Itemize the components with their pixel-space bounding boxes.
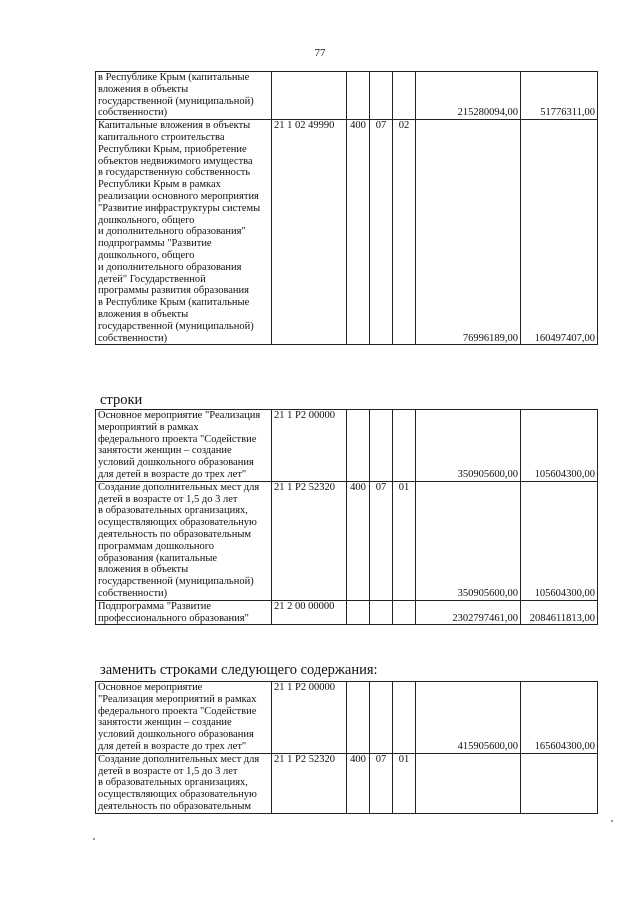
row-vr: [347, 682, 370, 754]
row-sum-2: 105604300,00: [521, 410, 598, 482]
caption-replace-rows: заменить строками следующего содержания:: [100, 662, 378, 678]
row-pr: [393, 410, 416, 482]
budget-table-new-rows: [95, 681, 598, 814]
row-sum-1: [416, 753, 521, 813]
row-pr: [393, 600, 416, 625]
row-vr: [347, 410, 370, 482]
row-vr: [347, 600, 370, 625]
scan-speck: [611, 820, 613, 822]
row-sum-2: 51776311,00: [521, 72, 598, 120]
row-sum-2: 160497407,00: [521, 120, 598, 345]
row-vr: 400: [347, 481, 370, 600]
row-code: [272, 72, 347, 120]
table-row: [96, 600, 598, 625]
page-number: 77: [314, 47, 326, 59]
row-code: 21 1 P2 52320: [272, 753, 347, 813]
table-row: [96, 120, 598, 345]
row-name: Основное мероприятие "Реализация мероприятий в рамках федерального проекта "Содействие занятости женщин – создание условий дошкольного образования для детей в возрасте до трех лет": [96, 410, 272, 482]
row-sum-1: 350905600,00: [416, 481, 521, 600]
row-code: 21 2 00 00000: [272, 600, 347, 625]
row-rz: [370, 72, 393, 120]
row-rz: 07: [370, 481, 393, 600]
row-rz: 07: [370, 120, 393, 345]
row-sum-2: 105604300,00: [521, 481, 598, 600]
row-sum-1: 215280094,00: [416, 72, 521, 120]
row-rz: 07: [370, 753, 393, 813]
row-sum-1: 415905600,00: [416, 682, 521, 754]
row-pr: 01: [393, 753, 416, 813]
row-pr: 02: [393, 120, 416, 345]
row-sum-2: 2084611813,00: [521, 600, 598, 625]
row-sum-1: 2302797461,00: [416, 600, 521, 625]
table-row: [96, 682, 598, 754]
row-rz: [370, 600, 393, 625]
row-sum-2: 165604300,00: [521, 682, 598, 754]
row-name: Основное мероприятие "Реализация мероприятий в рамках федерального проекта "Содействие занятости женщин – создание условий дошкольного образования для детей в возрасте до трех лет": [96, 682, 272, 754]
row-vr: [347, 72, 370, 120]
table-row: [96, 410, 598, 482]
row-code: 21 1 P2 00000: [272, 410, 347, 482]
row-name: в Республике Крым (капитальные вложения в объекты государственной (муниципальной) собственности): [96, 72, 272, 120]
table-row: [96, 72, 598, 120]
row-rz: [370, 410, 393, 482]
row-name: Создание дополнительных мест для детей в возрасте от 1,5 до 3 лет в образовательных организациях, осуществляющих образовательную деятельность по образовательным: [96, 753, 272, 813]
row-code: 21 1 P2 52320: [272, 481, 347, 600]
row-pr: [393, 72, 416, 120]
row-code: 21 1 02 49990: [272, 120, 347, 345]
budget-table-old-rows: [95, 409, 598, 625]
row-code: 21 1 P2 00000: [272, 682, 347, 754]
row-name: Подпрограмма "Развитие профессионального образования": [96, 600, 272, 625]
budget-table-continued: [95, 71, 598, 345]
table-row: [96, 753, 598, 813]
row-sum-1: 76996189,00: [416, 120, 521, 345]
row-sum-2: [521, 753, 598, 813]
row-pr: [393, 682, 416, 754]
row-pr: 01: [393, 481, 416, 600]
row-sum-1: 350905600,00: [416, 410, 521, 482]
row-rz: [370, 682, 393, 754]
row-vr: 400: [347, 120, 370, 345]
row-name: Капитальные вложения в объекты капитального строительства Республики Крым, приобретение объектов недвижимого имущества в государственную собственность Республики Крым в рамках реализации основного мероприятия "Развитие инфраструктуры системы дошкольного, общего и дополнительного образования" подпрограммы "Развитие дошкольного, общего и дополнительного образования детей" Государственной программы развития образования в Республике Крым (капитальные вложения в объекты государственной (муниципальной) собственности): [96, 120, 272, 345]
table-row: [96, 481, 598, 600]
row-vr: 400: [347, 753, 370, 813]
caption-rows: строки: [100, 392, 143, 408]
row-name: Создание дополнительных мест для детей в возрасте от 1,5 до 3 лет в образовательных организациях, осуществляющих образовательную деятельность по образовательным программам дошкольного образования (капитальные вложения в объекты государственной (муниципальной) собственности): [96, 481, 272, 600]
scan-speck: [93, 838, 95, 840]
